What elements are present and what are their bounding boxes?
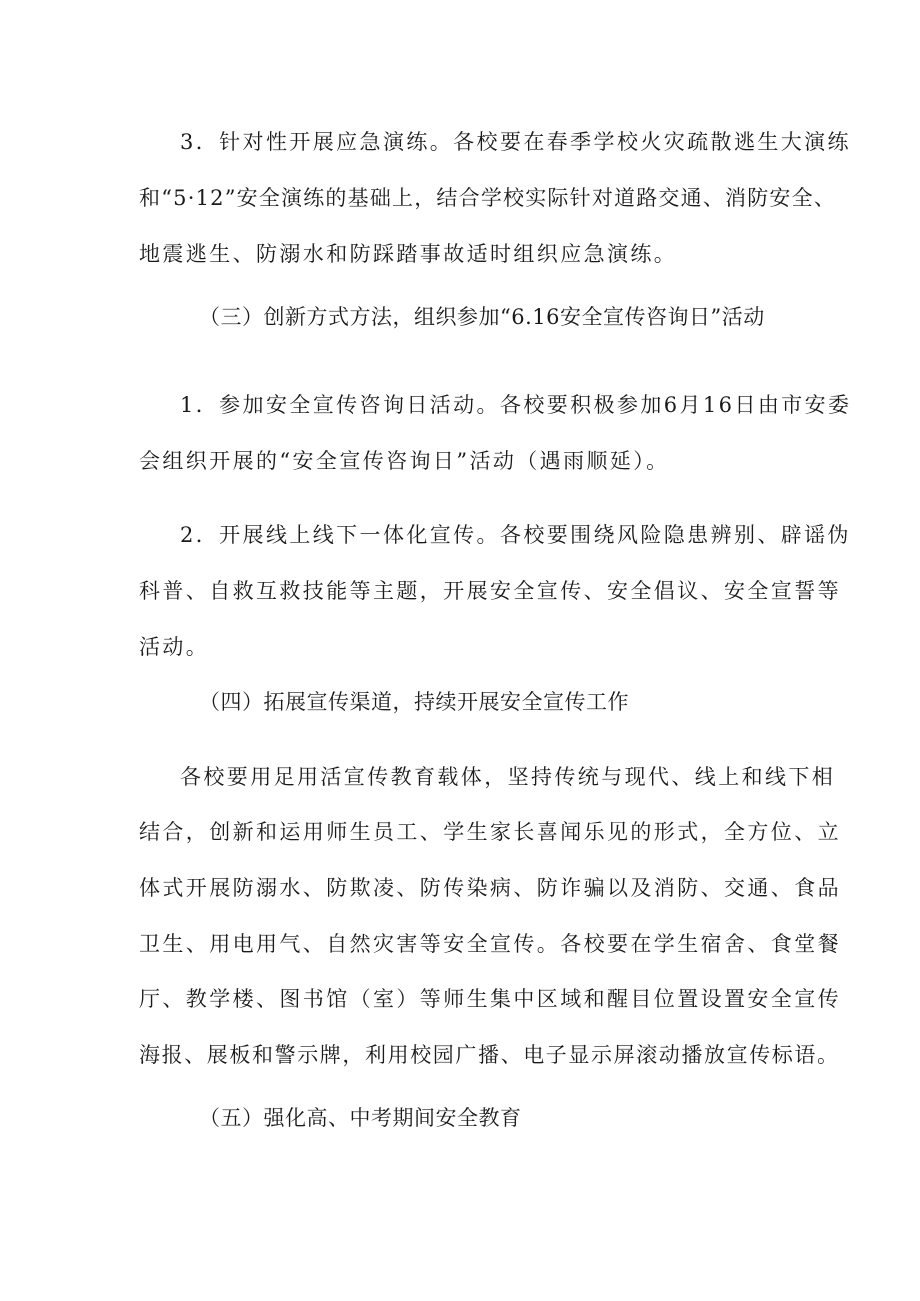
s4-para-line-5: 厅、教学楼、图书馆（室）等师生集中区域和醒目位置设置安全宣传 [139, 987, 841, 1011]
item3-line-3: 地震逃生、防溺水和防踩踏事故适时组织应急演练。 [139, 242, 678, 266]
s3-item1-line-2: 会组织开展的“安全宣传咨询日”活动（遇雨顺延）。 [139, 449, 670, 473]
section-5-heading: （五）强化高、中考期间安全教育 [199, 1106, 522, 1130]
s4-para-line-6: 海报、展板和警示牌，利用校园广播、电子显示屏滚动播放宣传标语。 [139, 1043, 840, 1067]
item3-line-1: 3．针对性开展应急演练。各校要在春季学校火灾疏散逃生大演练 [180, 130, 851, 154]
section-3-heading: （三）创新方式方法，组织参加“6.16安全宣传咨询日”活动 [199, 305, 765, 329]
s4-para-line-1: 各校要用足用活宣传教育载体，坚持传统与现代、线上和线下相 [180, 765, 836, 789]
s3-item2-line-2: 科普、自救互救技能等主题，开展安全宣传、安全倡议、安全宣誓等 [139, 579, 841, 603]
section-4-heading: （四）拓展宣传渠道，持续开展安全宣传工作 [199, 690, 629, 714]
s4-para-line-3: 体式开展防溺水、防欺凌、防传染病、防诈骗以及消防、交通、食品 [139, 876, 841, 900]
s4-para-line-4: 卫生、用电用气、自然灾害等安全宣传。各校要在学生宿舍、食堂餐 [139, 932, 841, 956]
item3-line-2: 和“5·12”安全演练的基础上，结合学校实际针对道路交通、消防安全、 [139, 186, 837, 210]
s3-item2-line-1: 2．开展线上线下一体化宣传。各校要围绕风险隐患辨别、辟谣伪 [180, 523, 851, 547]
s3-item1-line-1: 1．参加安全宣传咨询日活动。各校要积极参加6月16日由市安委 [180, 393, 852, 417]
s4-para-line-2: 结合，创新和运用师生员工、学生家长喜闻乐见的形式，全方位、立 [139, 820, 841, 844]
s3-item2-line-3: 活动。 [139, 635, 210, 659]
